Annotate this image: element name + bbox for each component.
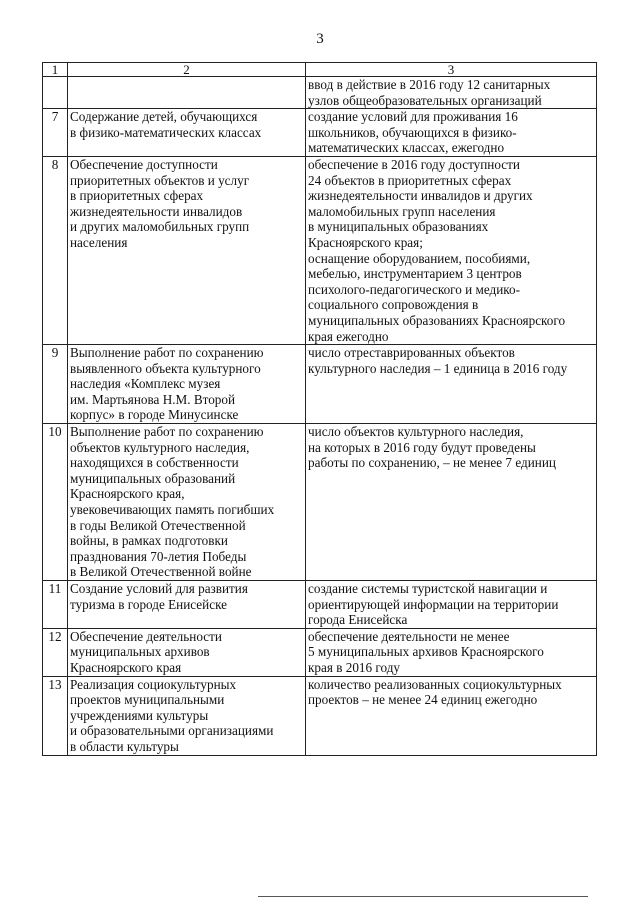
measure-name-line: приоритетных объектов и услуг (70, 172, 250, 188)
result-line: число объектов культурного наследия, (308, 424, 524, 440)
result-line: жизнедеятельности инвалидов и других (308, 188, 533, 204)
measure-name-line: Содержание детей, обучающихся (70, 109, 258, 125)
measure-name-line: войны, в рамках подготовки (70, 533, 228, 549)
result-line: узлов общеобразовательных организаций (308, 92, 542, 108)
measure-name-line: выявленного объекта культурного (70, 360, 261, 376)
measure-name-cell (68, 628, 306, 676)
result-line: ввод в действие в 2016 году 12 санитарных (308, 77, 551, 92)
measure-name-line: празднования 70-летия Победы (70, 548, 247, 564)
table-row (43, 77, 597, 109)
row-number: 10 (43, 424, 68, 581)
result-line: края в 2016 году (308, 659, 401, 675)
measure-name-line: Выполнение работ по сохранению (70, 345, 264, 361)
measures-table (42, 62, 597, 756)
result-line: города Енисейска (308, 612, 408, 628)
table-body (43, 77, 597, 756)
measure-name-line: муниципальных архивов (70, 644, 210, 660)
table-row (43, 581, 597, 629)
table-row (43, 156, 597, 344)
measure-name-line: в физико-математических классах (70, 124, 262, 140)
result-line: количество реализованных социокультурных (308, 676, 562, 692)
bottom-rule (258, 896, 588, 897)
measure-name-line: туризма в городе Енисейске (70, 596, 228, 612)
result-line: работы по сохранению, – не менее 7 единиц (308, 455, 556, 471)
result-cell (306, 77, 597, 109)
result-cell (306, 628, 597, 676)
result-cell (306, 109, 597, 157)
header-col-1: 1 (43, 63, 68, 77)
measure-name-cell (68, 109, 306, 157)
measure-name-line: им. Мартьянова Н.М. Второй (70, 391, 236, 407)
result-line: муниципальных образованиях Красноярского (308, 312, 566, 328)
measure-name-cell (68, 676, 306, 755)
result-line: психолого-педагогического и медико- (308, 281, 520, 297)
measure-name-cell (68, 424, 306, 581)
result-line: создание системы туристской навигации и (308, 581, 548, 596)
result-line: 5 муниципальных архивов Красноярского (308, 644, 544, 660)
measure-name-line: Обеспечение доступности (70, 156, 218, 172)
result-line: на которых в 2016 году будут проведены (308, 439, 536, 455)
result-cell (306, 676, 597, 755)
result-line: обеспечение деятельности не менее (308, 628, 510, 644)
table-row (43, 676, 597, 755)
measure-name-line: Реализация социокультурных (70, 676, 237, 692)
result-line: маломобильных групп населения (308, 203, 496, 219)
measure-name-line: объектов культурного наследия, (70, 439, 250, 455)
measure-name-line: Красноярского края (70, 659, 182, 675)
measure-name-cell (68, 156, 306, 344)
table-row (43, 345, 597, 424)
result-line: проектов – не менее 24 единиц ежегодно (308, 692, 538, 708)
measure-name-cell (68, 345, 306, 424)
measure-name-line: находящихся в собственности (70, 455, 239, 471)
measure-name-line: муниципальных образований (70, 470, 236, 486)
result-line: 24 объектов в приоритетных сферах (308, 172, 512, 188)
measure-name-line: Выполнение работ по сохранению (70, 424, 264, 440)
page-number: 3 (316, 31, 324, 47)
measure-name-cell (68, 77, 306, 109)
result-line: в муниципальных образованиях (308, 219, 489, 235)
result-cell (306, 424, 597, 581)
table-row (43, 424, 597, 581)
row-number: 11 (43, 581, 68, 629)
measure-name-line: населения (70, 234, 128, 250)
measure-name-cell (68, 581, 306, 629)
measure-name-line: увековечивающих память погибших (70, 502, 275, 518)
measure-name-line: проектов муниципальными (70, 692, 225, 708)
table-header-row (43, 63, 597, 77)
result-line: мебелью, инструментарием 3 центров (308, 266, 522, 282)
measure-name-line: в годы Великой Отечественной (70, 517, 246, 533)
result-line: оснащение оборудованием, пособиями, (308, 250, 531, 266)
result-line: культурного наследия – 1 единица в 2016 году (308, 360, 568, 376)
header-col-2: 2 (68, 63, 306, 77)
table-row (43, 109, 597, 157)
result-line: число отреставрированных объектов (308, 345, 515, 361)
result-cell (306, 345, 597, 424)
result-line: социального сопровождения в (308, 297, 479, 313)
row-number: 7 (43, 109, 68, 157)
measure-name-line: наследия «Комплекс музея (70, 376, 221, 392)
measure-name-line: в Великой Отечественной войне (70, 564, 252, 580)
measure-name-line: и образовательными организациями (70, 723, 274, 739)
result-line: обеспечение в 2016 году доступности (308, 156, 520, 172)
result-line: Красноярского края; (308, 234, 423, 250)
row-number: 8 (43, 156, 68, 344)
result-line: края ежегодно (308, 328, 389, 344)
result-cell (306, 581, 597, 629)
measure-name-line: учреждениями культуры (70, 707, 209, 723)
table-row (43, 628, 597, 676)
result-cell (306, 156, 597, 344)
measure-name-line: в приоритетных сферах (70, 188, 204, 204)
result-line: математических классах, ежегодно (308, 140, 505, 156)
row-number: 9 (43, 345, 68, 424)
result-line: ориентирующей информации на территории (308, 596, 559, 612)
measure-name-line: Обеспечение деятельности (70, 628, 222, 644)
result-line: создание условий для проживания 16 (308, 109, 518, 125)
measure-name-line: Красноярского края, (70, 486, 185, 502)
measure-name-line: корпус» в городе Минусинске (70, 407, 239, 423)
measure-name-line: и других маломобильных групп (70, 219, 250, 235)
row-number (43, 77, 68, 109)
measure-name-line: жизнедеятельности инвалидов (70, 203, 243, 219)
header-col-3: 3 (306, 63, 597, 77)
measure-name-line: Создание условий для развития (70, 581, 248, 596)
result-line: школьников, обучающихся в физико- (308, 124, 517, 140)
measure-name-line: в области культуры (70, 738, 179, 754)
row-number: 12 (43, 628, 68, 676)
row-number: 13 (43, 676, 68, 755)
